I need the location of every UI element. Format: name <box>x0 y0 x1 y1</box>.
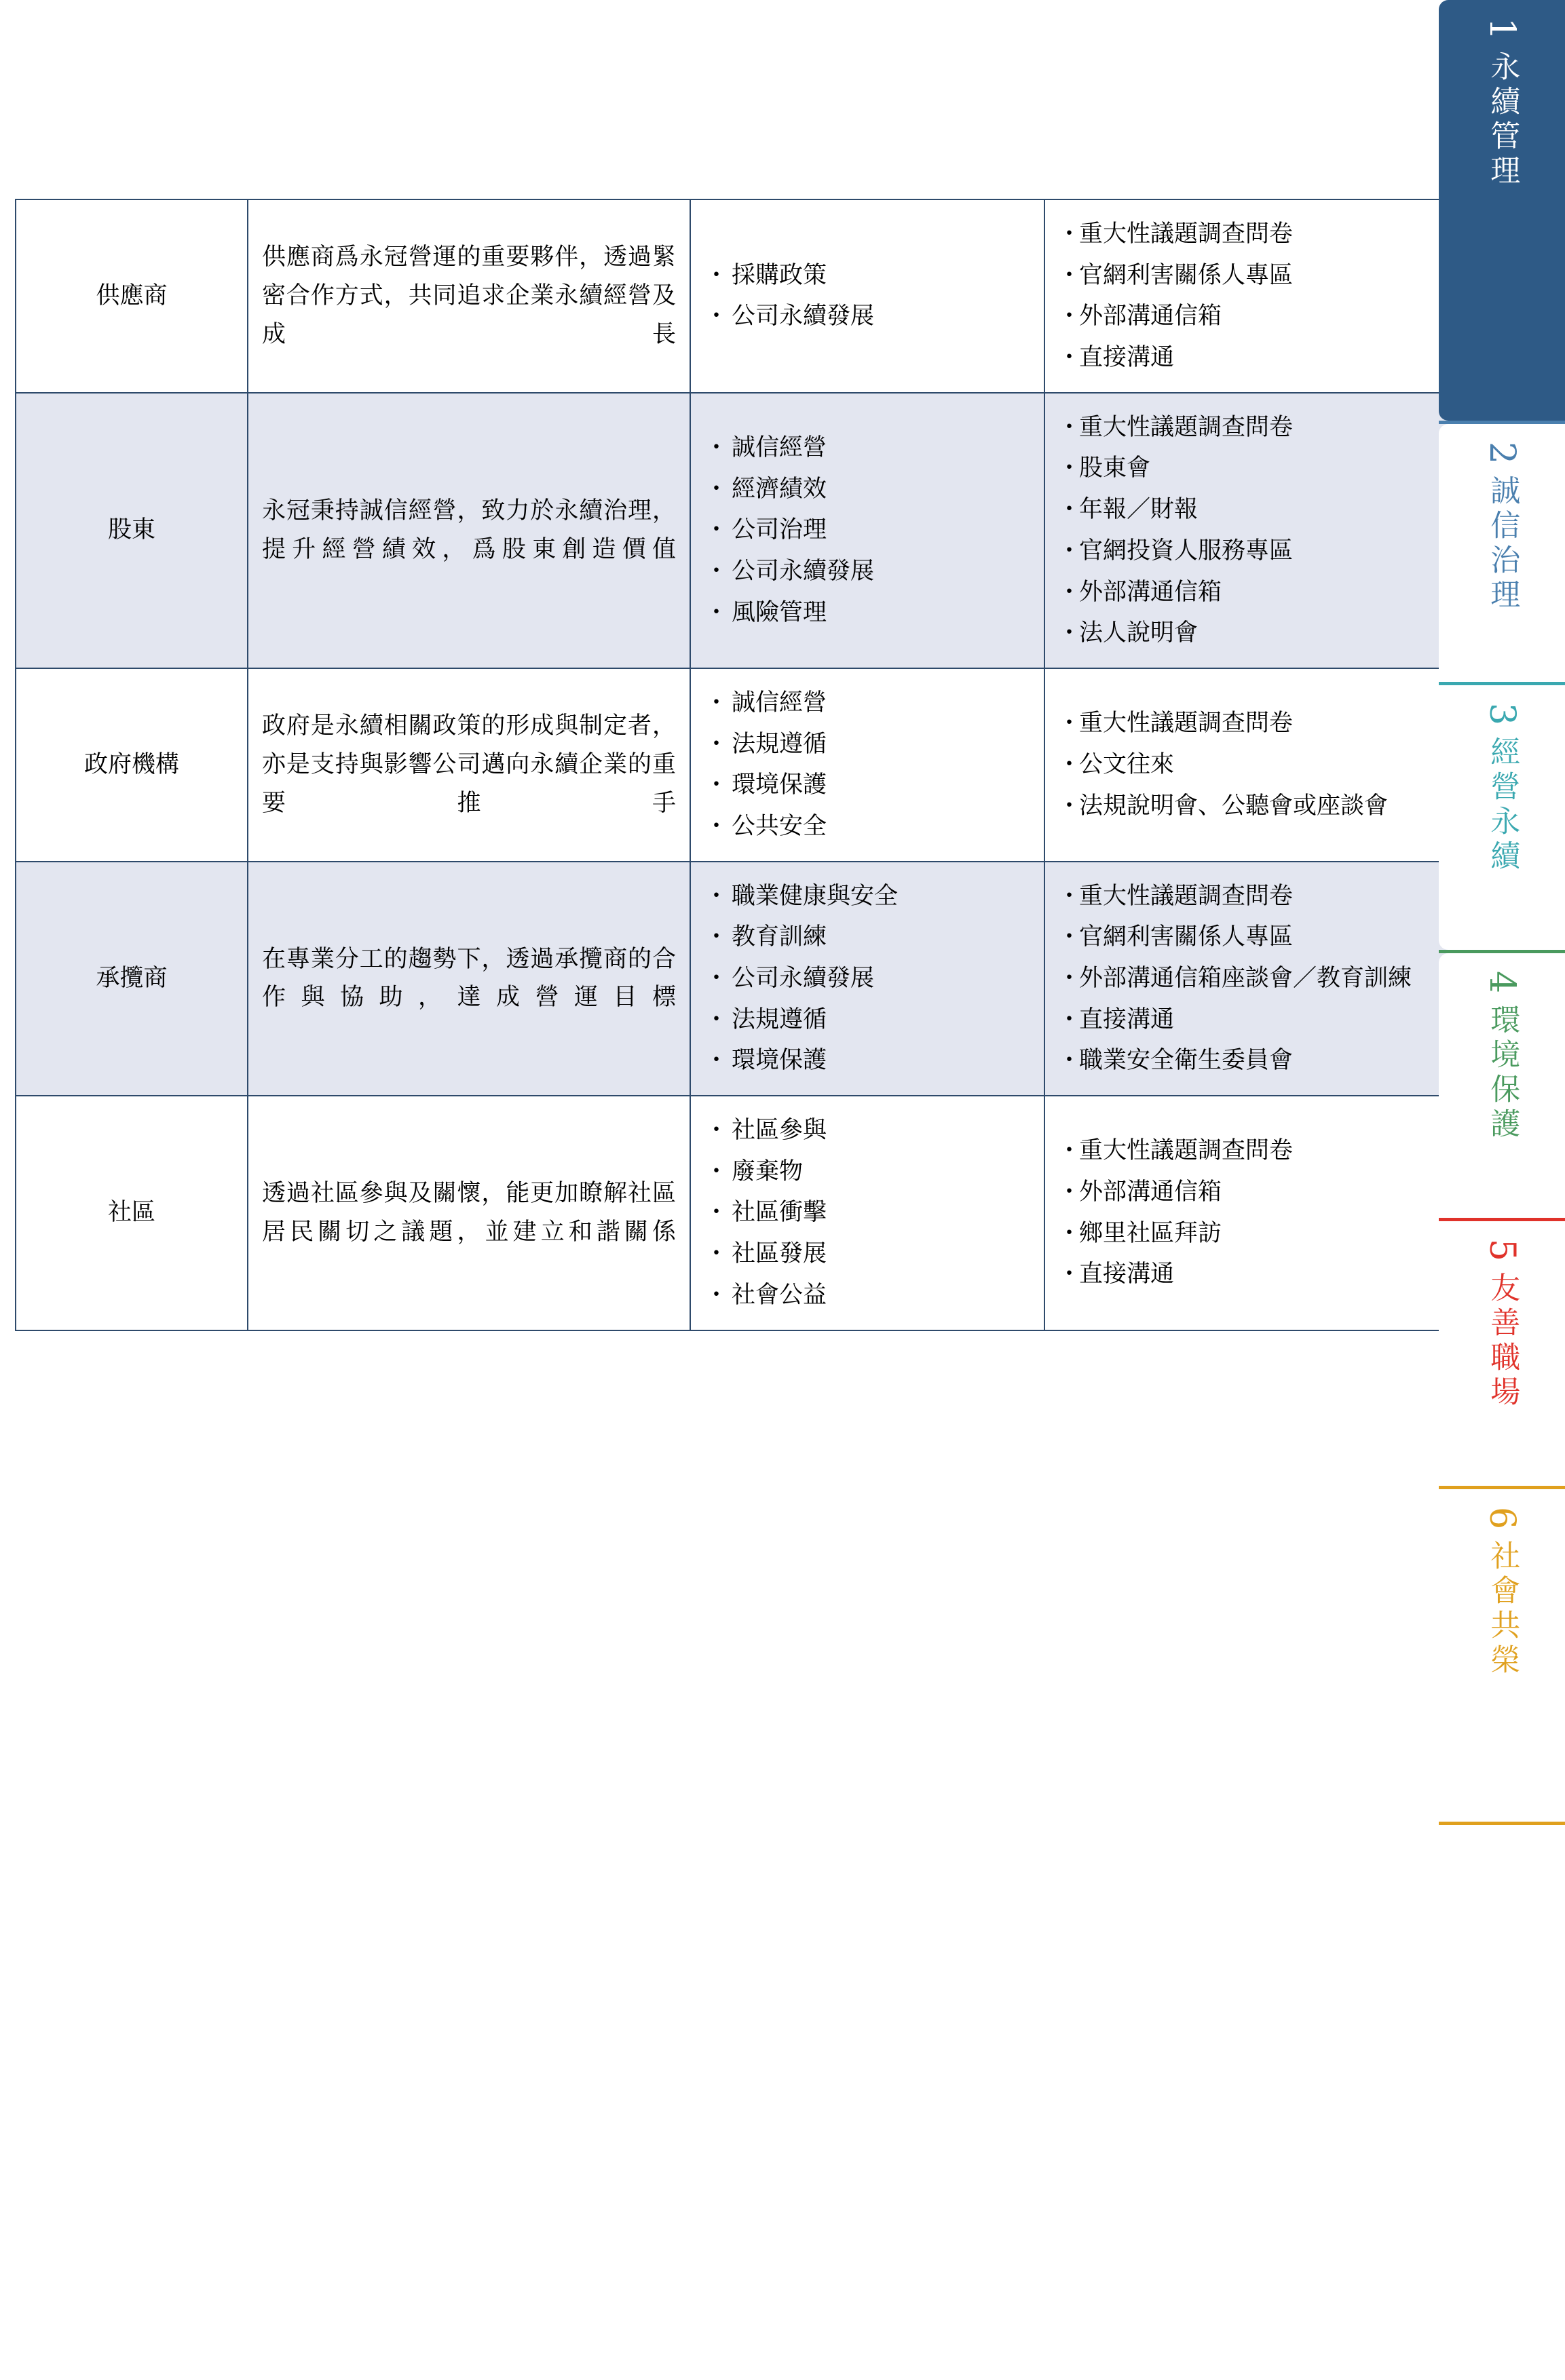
list-item: ・ 直接溝通 <box>1059 1255 1466 1294</box>
tab-label: 友善職場 <box>1485 1272 1520 1411</box>
stakeholder-channels <box>1044 668 1480 862</box>
list-item: ・ 重大性議題調查問卷 <box>1059 215 1466 254</box>
stakeholder-topics <box>690 668 1044 862</box>
list-item: ・ 官網利害關係人專區 <box>1059 918 1466 957</box>
list-item: ・ 外部溝通信箱 <box>1059 1173 1466 1212</box>
list-item: ・ 經濟績效 <box>704 470 1030 509</box>
list-item: ・ 鄉里社區拜訪 <box>1059 1214 1466 1253</box>
table-body <box>16 199 1480 1330</box>
tab-number: 4 <box>1482 971 1522 995</box>
stakeholder-topics <box>690 199 1044 393</box>
list-item: ・ 社區衝擊 <box>704 1193 1030 1232</box>
list-item: ・ 重大性議題調查問卷 <box>1059 1132 1466 1170</box>
tab-number: 6 <box>1482 1507 1522 1531</box>
list-item: ・ 年報／財報 <box>1059 491 1466 529</box>
tab-number: 2 <box>1482 442 1522 466</box>
stakeholder-channels <box>1044 862 1480 1096</box>
tab-label: 經營永續 <box>1485 736 1520 875</box>
tab-label: 社會共榮 <box>1485 1540 1520 1679</box>
list-item: ・ 社區參與 <box>704 1111 1030 1150</box>
list-item: ・ 法規說明會、公聽會或座談會 <box>1059 787 1466 826</box>
topic-list <box>704 877 1030 1080</box>
topic-list <box>704 256 1030 336</box>
tab-number: 5 <box>1482 1239 1522 1263</box>
stakeholder-channels <box>1044 1096 1480 1330</box>
stakeholder-name: 股東 <box>16 393 248 668</box>
list-item: ・ 誠信經營 <box>704 684 1030 723</box>
topic-list <box>704 684 1030 846</box>
stakeholder-topics <box>690 1096 1044 1330</box>
topic-list <box>704 1111 1030 1314</box>
stakeholder-topics <box>690 393 1044 668</box>
list-item: ・ 環境保護 <box>704 1041 1030 1080</box>
sidebar-item-social-prosperity[interactable] <box>1439 1489 1565 1822</box>
list-item: ・ 環境保護 <box>704 766 1030 805</box>
sidebar-item-sustainability-management[interactable] <box>1439 0 1565 421</box>
stakeholder-name: 社區 <box>16 1096 248 1330</box>
stakeholder-description: 供應商爲永冠營運的重要夥伴，透過緊密合作方式，共同追求企業永續經營及成長 <box>248 199 690 393</box>
list-item: ・ 重大性議題調查問卷 <box>1059 408 1466 447</box>
stakeholder-description: 永冠秉持誠信經營，致力於永續治理，提升經營績效，爲股東創造價值 <box>248 393 690 668</box>
tab-number: 1 <box>1482 18 1522 42</box>
stakeholder-table-container <box>15 199 1412 1331</box>
list-item: ・ 職業安全衛生委員會 <box>1059 1041 1466 1080</box>
list-item: ・ 直接溝通 <box>1059 339 1466 377</box>
list-item: ・ 公司永續發展 <box>704 959 1030 998</box>
table-row <box>16 668 1480 862</box>
list-item: ・ 外部溝通信箱 <box>1059 573 1466 612</box>
tab-divider <box>1439 1822 1565 1825</box>
list-item: ・ 公司永續發展 <box>704 297 1030 336</box>
sidebar-item-friendly-workplace[interactable] <box>1439 1221 1565 1486</box>
stakeholder-description: 透過社區參與及關懷，能更加瞭解社區居民關切之議題，並建立和諧關係 <box>248 1096 690 1330</box>
list-item: ・ 重大性議題調查問卷 <box>1059 704 1466 743</box>
tab-label: 誠信治理 <box>1485 475 1520 614</box>
tab-label: 永續管理 <box>1485 51 1520 190</box>
list-item: ・ 外部溝通信箱座談會／教育訓練 <box>1059 959 1466 998</box>
stakeholder-name: 供應商 <box>16 199 248 393</box>
stakeholder-channels <box>1044 393 1480 668</box>
list-item: ・ 法規遵循 <box>704 725 1030 764</box>
list-item: ・ 官網投資人服務專區 <box>1059 532 1466 571</box>
list-item: ・ 直接溝通 <box>1059 1001 1466 1039</box>
stakeholder-description: 政府是永續相關政策的形成與制定者，亦是支持與影響公司邁向永續企業的重要推手 <box>248 668 690 862</box>
list-item: ・ 重大性議題調查問卷 <box>1059 877 1466 916</box>
list-item: ・ 職業健康與安全 <box>704 877 1030 916</box>
table-row <box>16 199 1480 393</box>
channel-list <box>1059 408 1466 653</box>
tab-label: 環境保護 <box>1485 1004 1520 1143</box>
table-row <box>16 393 1480 668</box>
list-item: ・ 法規遵循 <box>704 1001 1030 1039</box>
table-row <box>16 862 1480 1096</box>
list-item: ・ 官網利害關係人專區 <box>1059 256 1466 295</box>
list-item: ・ 股東會 <box>1059 449 1466 488</box>
stakeholder-description: 在專業分工的趨勢下，透過承攬商的合作與協助，達成營運目標 <box>248 862 690 1096</box>
list-item: ・ 公司永續發展 <box>704 552 1030 591</box>
section-tab-rail <box>1432 0 1565 1832</box>
list-item: ・ 公司治理 <box>704 511 1030 550</box>
sidebar-item-integrity-governance[interactable] <box>1439 424 1565 682</box>
list-item: ・ 公文往來 <box>1059 746 1466 784</box>
sidebar-item-operational-sustainability[interactable] <box>1439 685 1565 950</box>
channel-list <box>1059 215 1466 377</box>
stakeholder-channels <box>1044 199 1480 393</box>
list-item: ・ 社會公益 <box>704 1276 1030 1315</box>
channel-list <box>1059 877 1466 1080</box>
stakeholder-name: 政府機構 <box>16 668 248 862</box>
list-item: ・ 教育訓練 <box>704 918 1030 957</box>
list-item: ・ 採購政策 <box>704 256 1030 295</box>
list-item: ・ 風險管理 <box>704 594 1030 632</box>
topic-list <box>704 429 1030 632</box>
sidebar-item-environmental-protection[interactable] <box>1439 953 1565 1218</box>
tab-number: 3 <box>1482 703 1522 727</box>
list-item: ・ 外部溝通信箱 <box>1059 297 1466 336</box>
list-item: ・ 廢棄物 <box>704 1153 1030 1191</box>
table-row <box>16 1096 1480 1330</box>
channel-list <box>1059 704 1466 825</box>
list-item: ・ 誠信經營 <box>704 429 1030 467</box>
list-item: ・ 社區發展 <box>704 1235 1030 1273</box>
list-item: ・ 公共安全 <box>704 807 1030 846</box>
stakeholder-engagement-table <box>15 199 1481 1331</box>
stakeholder-topics <box>690 862 1044 1096</box>
channel-list <box>1059 1132 1466 1294</box>
list-item: ・ 法人說明會 <box>1059 614 1466 653</box>
stakeholder-name: 承攬商 <box>16 862 248 1096</box>
